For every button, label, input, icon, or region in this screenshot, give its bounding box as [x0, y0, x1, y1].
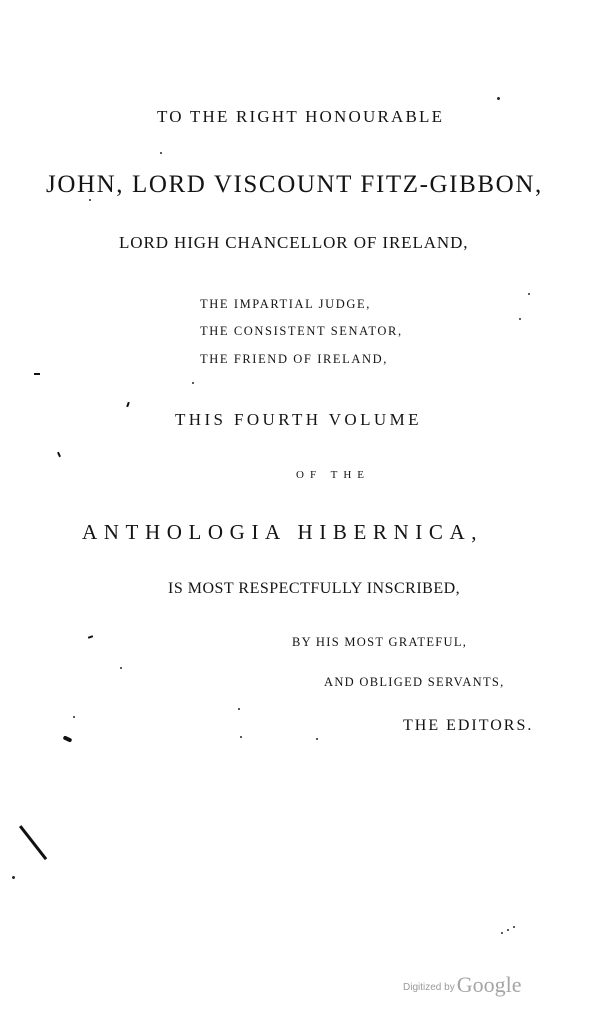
- dedication-line-11: BY HIS MOST GRATEFUL,: [292, 635, 468, 649]
- scan-speck: [497, 97, 500, 100]
- scan-speck: [316, 738, 318, 740]
- dedication-line-2: JOHN, LORD VISCOUNT FITZ-GIBBON,: [46, 171, 543, 198]
- dedication-line-8: OF THE: [296, 469, 370, 481]
- scan-speck: [238, 708, 240, 710]
- scan-speck: [120, 667, 122, 669]
- dedication-line-3: LORD HIGH CHANCELLOR OF IRELAND,: [119, 233, 469, 252]
- scan-speck: [192, 382, 194, 384]
- dedication-line-9: ANTHOLOGIA HIBERNICA,: [82, 520, 484, 544]
- ink-mark: [88, 635, 93, 639]
- ink-mark: [126, 402, 130, 407]
- dedication-line-10: IS MOST RESPECTFULLY INSCRIBED,: [168, 580, 461, 597]
- scan-speck: [89, 199, 91, 201]
- scan-speck: [160, 152, 162, 154]
- dedication-line-1: TO THE RIGHT HONOURABLE: [157, 107, 445, 126]
- ink-mark: [19, 825, 47, 860]
- scan-speck: [12, 876, 15, 879]
- scan-speck: [519, 318, 521, 320]
- watermark-prefix: Digitized by: [403, 982, 455, 993]
- dedication-line-12: AND OBLIGED SERVANTS,: [324, 675, 505, 689]
- scan-speck: [513, 926, 515, 928]
- dedication-line-4: THE IMPARTIAL JUDGE,: [200, 297, 371, 311]
- ink-mark: [63, 735, 73, 742]
- scan-speck: [73, 716, 75, 718]
- scan-speck: [501, 932, 503, 934]
- scan-speck: [528, 293, 530, 295]
- google-logo: Google: [456, 972, 522, 997]
- ink-mark: [34, 373, 40, 375]
- dedication-line-7: THIS FOURTH VOLUME: [175, 410, 422, 429]
- dedication-line-5: THE CONSISTENT SENATOR,: [200, 324, 403, 338]
- scan-speck: [240, 736, 242, 738]
- digitized-by-google-watermark: [403, 972, 521, 998]
- dedication-line-13: THE EDITORS.: [403, 717, 534, 734]
- ink-mark: [57, 452, 61, 457]
- scan-speck: [507, 929, 509, 931]
- dedication-line-6: THE FRIEND OF IRELAND,: [200, 352, 388, 366]
